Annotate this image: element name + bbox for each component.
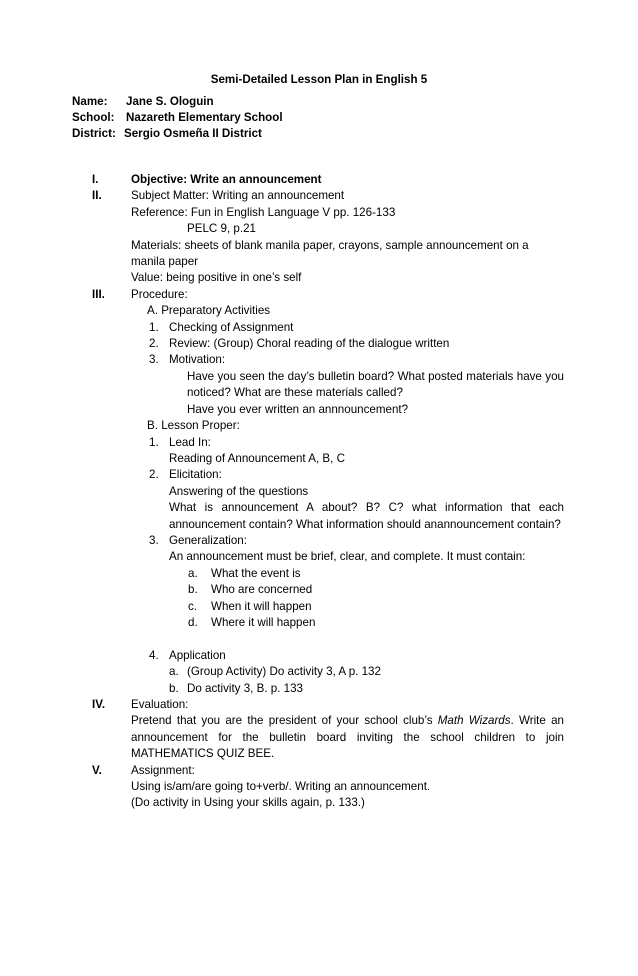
section-evaluation [72, 697, 564, 763]
section-number: II. [92, 189, 102, 203]
list-marker: A. [147, 304, 158, 318]
assignment-line-1: Using is/am/are going to+verb/. Writing an announcement. [131, 780, 431, 794]
section-subject-matter [72, 188, 564, 286]
list-item-text: Do activity 3, B. p. 133 [187, 681, 303, 695]
list-marker: c. [188, 599, 198, 613]
list-item-text: Checking of Assignment [169, 320, 294, 334]
list-item-text: Generalization: [169, 533, 247, 547]
motivation-questions: Have you seen the day’s bulletin board? What posted materials have you noticed? What are these materials called? [187, 369, 564, 400]
list-item [131, 435, 564, 451]
list-item-text: Elicitation: [169, 468, 222, 482]
spacer [131, 631, 564, 647]
lead-in-text: Reading of Announcement A, B, C [169, 451, 345, 465]
list-marker: 3. [149, 533, 159, 547]
list-item-text: Lesson Proper: [161, 419, 240, 433]
list-item-text: Preparatory Activities [161, 304, 271, 318]
list-marker: B. [147, 419, 158, 433]
assignment-label: Assignment: [131, 763, 195, 777]
preparatory-activities [131, 303, 564, 319]
section-number: IV. [92, 697, 106, 711]
value-text: Value: being positive in one’s self [131, 271, 302, 285]
list-marker: b. [188, 583, 198, 597]
section-objective [72, 172, 564, 188]
list-marker: 3. [149, 353, 159, 367]
list-item [131, 336, 564, 352]
list-marker: 2. [149, 468, 159, 482]
generalization-text: An announcement must be brief, clear, and complete. It must contain: [169, 550, 526, 564]
elicitation-questions: What is announcement A about? B? C? what information that each announcement contain? What information should anannouncement contain? [169, 501, 564, 531]
list-marker: 1. [149, 435, 159, 449]
header-school-row [72, 110, 283, 126]
procedure-label: Procedure: [131, 287, 188, 301]
list-item [131, 467, 564, 483]
elicitation-text: Answering of the questions [169, 484, 309, 498]
section-number: V. [92, 763, 102, 777]
list-marker: a. [188, 566, 198, 580]
list-item [131, 615, 564, 631]
school-label: School: [72, 111, 115, 124]
list-marker: a. [169, 665, 179, 679]
list-item [131, 664, 564, 680]
list-item-text: Lead In: [169, 435, 211, 449]
list-item [131, 681, 564, 697]
evaluation-label: Evaluation: [131, 697, 189, 711]
materials-text: Materials: sheets of blank manila paper, crayons, sample announcement on a manila paper [131, 238, 529, 269]
list-item-text: (Group Activity) Do activity 3, A p. 132 [187, 665, 381, 679]
assignment-line-2: (Do activity in Using your skills again, p. 133.) [131, 796, 365, 810]
list-item-text: What the event is [211, 566, 301, 580]
club-name: Math Wizards [437, 714, 511, 728]
list-item [131, 599, 564, 615]
reference-text: Reference: Fun in English Language V pp. 126-133 [131, 205, 396, 219]
lesson-proper [131, 418, 564, 434]
list-item [131, 533, 564, 549]
list-item-text: Who are concerned [211, 583, 313, 597]
district-value: Sergio Osmeña II District [124, 127, 262, 140]
list-item-text: Motivation: [169, 353, 226, 367]
list-item [131, 648, 564, 664]
school-value: Nazareth Elementary School [126, 111, 283, 124]
district-label: District: [72, 127, 116, 140]
evaluation-text-start: Pretend that you are the president of your school club’s [131, 714, 438, 728]
objective-text: Objective: Write an announcement [131, 173, 322, 186]
section-number: III. [92, 287, 105, 301]
lesson-body [72, 172, 564, 812]
name-value: Jane S. Ologuin [126, 95, 214, 108]
name-label: Name: [72, 95, 108, 108]
pelc-text: PELC 9, p.21 [187, 222, 256, 236]
list-item-text: When it will happen [211, 599, 312, 613]
list-item [131, 566, 564, 582]
section-assignment [72, 763, 564, 812]
list-marker: 2. [149, 337, 159, 351]
list-marker: 4. [149, 648, 159, 662]
section-number: I. [92, 173, 99, 186]
list-item [131, 582, 564, 598]
page-title: Semi-Detailed Lesson Plan in English 5 [210, 73, 428, 86]
list-item-text: Where it will happen [211, 615, 316, 629]
section-procedure [72, 287, 564, 697]
list-marker: b. [169, 681, 179, 695]
list-item [131, 352, 564, 368]
header-district-row [72, 126, 262, 142]
list-item-text: Application [169, 648, 226, 662]
evaluation-text [131, 713, 564, 762]
list-marker: 1. [149, 320, 159, 334]
list-marker: d. [188, 615, 198, 629]
list-item-text: Review: (Group) Choral reading of the dialogue written [169, 337, 450, 351]
motivation-question-2: Have you ever written an annnouncement? [187, 402, 409, 416]
evaluation-text-end: . Write an announcement for the bulletin board inviting the school children to join MATHEMATICS QUIZ BEE. [131, 714, 564, 761]
header-name-row [72, 94, 214, 110]
list-item [131, 320, 564, 336]
subject-matter-text: Subject Matter: Writing an announcement [131, 189, 345, 203]
